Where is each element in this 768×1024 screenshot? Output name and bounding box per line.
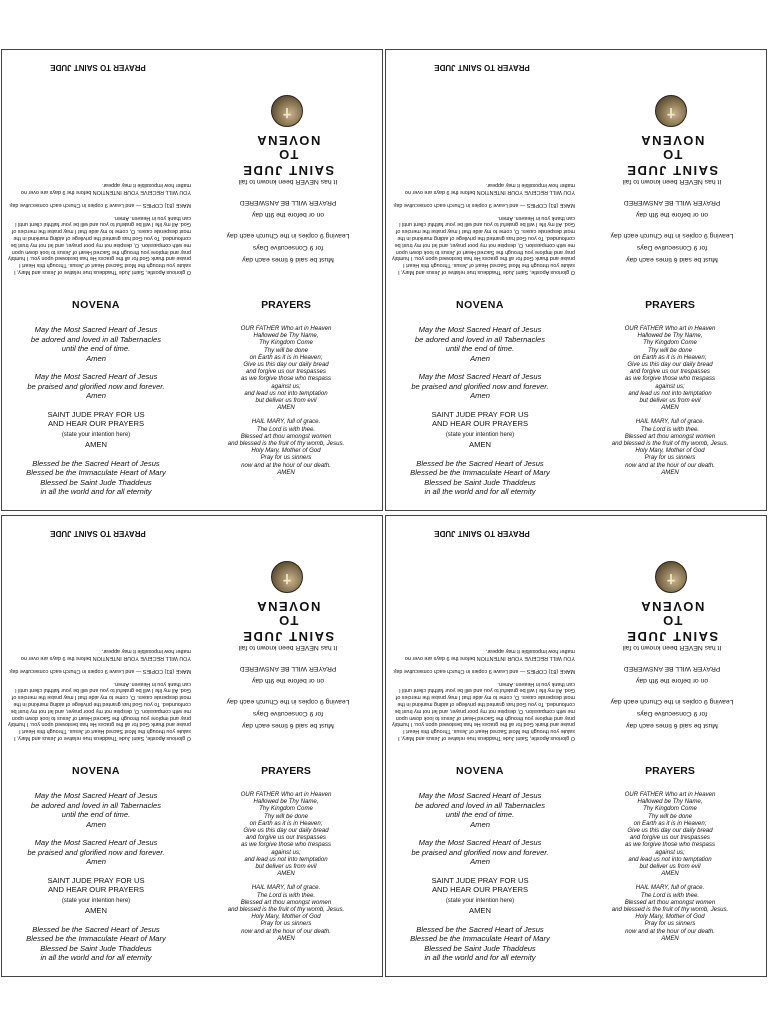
novena-line: Blessed be the Sacred Heart of Jesus xyxy=(32,924,160,934)
prayer-card xyxy=(385,515,767,977)
saint-jude-prayer-panel xyxy=(386,50,578,281)
instruction-line: on or before the 9th day xyxy=(635,211,709,218)
cover-panel xyxy=(578,516,766,747)
instruction-line: Leaving 9 copies in the Church each day xyxy=(226,698,350,705)
saint-jude-prayer-text xyxy=(389,175,575,275)
novena-text xyxy=(390,791,570,972)
novena-line: be adored and loved in all Tabernacles xyxy=(30,334,162,344)
prayer-line: AMEN xyxy=(277,404,295,412)
prayer-line: on Earth as it is in Heaven; xyxy=(633,353,707,361)
cover-instructions xyxy=(578,175,766,265)
card-back xyxy=(2,281,382,512)
cover-title-line: TO xyxy=(277,613,299,628)
prayers-panel xyxy=(574,281,766,512)
novena-line: (state your intention here) xyxy=(445,897,515,904)
cover-title-line: SAINT JUDE xyxy=(625,629,719,644)
cover-title-line: SAINT JUDE xyxy=(241,629,335,644)
cover-instructions xyxy=(194,641,382,731)
prayer-paragraph: YOU WILL RECEIVE YOUR INTENTION before the 9 days are over no matter how impossible it may appear. xyxy=(404,648,575,662)
novena-line: Blessed be Saint Jude Thaddeus xyxy=(40,943,152,953)
prayer-line: OUR FATHER Who art in Heaven xyxy=(624,325,716,332)
cover-title-line: NOVENA xyxy=(639,599,705,614)
prayer-line: AMEN xyxy=(661,468,679,476)
prayer-paragraph: O glorious Apostle, Saint Jude Thaddeus true relative of Jesus and Mary, I salute you through the Most Sacred Heart of Jesus. Through this Heart I praise and thank God for all the graces He has bestowed upon you. I humbly pray and implore you through the Sacred Heart of Jesus to look down upon me with compassion. O, despise not my poor prayer, and let not my trust be confounded. To you God has granted the privilege of aiding mankind in the most desperate cases. O, come to my aide that I may praise the mercies of God. All my life I will be grateful to you and will be your faithful client until I can thank you in Heaven. Amen. xyxy=(7,214,191,275)
prayer-line: and lead us not into temptation xyxy=(628,855,712,863)
cover-title-line: TO xyxy=(661,613,683,628)
prayers-title: PRAYERS xyxy=(645,765,695,777)
prayer-paragraph: MAKE (81) COPIES — and Leave 9 copies in Church each consecutive day. xyxy=(392,201,575,208)
card-back xyxy=(386,747,766,978)
novena-line: until the end of time. xyxy=(445,810,515,819)
cover-title-line: TO xyxy=(277,147,299,162)
saint-jude-medal-icon xyxy=(655,95,687,127)
prayer-paragraph: MAKE (81) COPIES — and Leave 9 copies in Church each consecutive day. xyxy=(8,201,191,208)
novena-line: until the end of time. xyxy=(61,344,131,353)
novena-line: (state your intention here) xyxy=(61,897,131,904)
novena-line: in all the world and for all eternity xyxy=(424,487,536,496)
novena-line: Blessed be Saint Jude Thaddeus xyxy=(424,477,536,487)
prayer-line: Blessed art thou amongst women xyxy=(624,432,716,440)
saint-jude-prayer-text xyxy=(389,641,575,741)
prayer-line: Thy Kingdom Come xyxy=(643,339,697,347)
novena-line: Blessed be Saint Jude Thaddeus xyxy=(40,477,152,487)
novena-line: AMEN xyxy=(469,440,491,449)
prayer-line: and blessed is the fruit of thy womb, Jesus. xyxy=(611,906,729,914)
novena-line: SAINT JUDE PRAY FOR US xyxy=(47,409,145,419)
prayer-line: Blessed art thou amongst women xyxy=(240,898,332,906)
novena-line: AND HEAR OUR PRAYERS xyxy=(431,419,529,428)
prayer-line: AMEN xyxy=(277,870,295,878)
saint-jude-prayer-title: PRAYER TO SAINT JUDE xyxy=(50,529,146,538)
prayer-line: Pray for us sinners xyxy=(260,920,312,928)
instruction-line: for 9 Consecutive Days xyxy=(252,710,324,717)
novena-line: Blessed be Saint Jude Thaddeus xyxy=(424,943,536,953)
prayer-line: Pray for us sinners xyxy=(644,454,696,462)
novena-title: NOVENA xyxy=(456,765,504,777)
instruction-line: on or before the 9th day xyxy=(251,211,325,218)
novena-line: in all the world and for all eternity xyxy=(40,487,152,496)
cover-title-line: NOVENA xyxy=(639,133,705,148)
instruction-line: It has NEVER been known to fail xyxy=(622,644,722,651)
instruction-line: Leaving 9 copies in the Church each day xyxy=(226,232,350,239)
prayer-paragraph: YOU WILL RECEIVE YOUR INTENTION before the 9 days are over no matter how impossible it may appear. xyxy=(20,182,191,196)
prayer-line: OUR FATHER Who art in Heaven xyxy=(240,791,332,798)
prayers-text xyxy=(192,325,380,483)
prayer-line: on Earth as it is in Heaven; xyxy=(633,819,707,827)
prayer-line: The Lord is with thee. xyxy=(256,425,316,433)
prayer-line: Holy Mary, Mother of God xyxy=(251,913,321,921)
cover-title-line: NOVENA xyxy=(255,599,321,614)
instruction-line: Must be said 6 times each day xyxy=(626,722,718,729)
novena-line: SAINT JUDE PRAY FOR US xyxy=(431,875,529,885)
prayer-line: Give us this day our daily bread xyxy=(627,361,713,369)
novena-line: until the end of time. xyxy=(61,810,131,819)
prayer-line: and blessed is the fruit of thy womb, Jesus. xyxy=(227,906,345,914)
prayer-line: Thy will be done xyxy=(263,812,309,820)
prayer-line: on Earth as it is in Heaven; xyxy=(249,353,323,361)
novena-line: Blessed be the Immaculate Heart of Mary xyxy=(26,934,166,943)
prayer-line: and blessed is the fruit of thy womb, Jesus. xyxy=(227,440,345,448)
novena-line: May the Most Sacred Heart of Jesus xyxy=(34,791,158,800)
prayer-line: AMEN xyxy=(661,934,679,942)
prayer-line: and lead us not into temptation xyxy=(628,389,712,397)
novena-line: Amen xyxy=(86,391,106,400)
prayer-line: now and at the hour of our death. xyxy=(241,461,331,469)
novena-line: SAINT JUDE PRAY FOR US xyxy=(47,875,145,885)
instruction-line: PRAYER WILL BE ANSWERED xyxy=(623,665,721,672)
prayer-paragraph: YOU WILL RECEIVE YOUR INTENTION before the 9 days are over no matter how impossible it may appear. xyxy=(404,182,575,196)
cover-panel xyxy=(194,50,382,281)
novena-line: Blessed be the Sacred Heart of Jesus xyxy=(32,458,160,468)
saint-jude-prayer-title: PRAYER TO SAINT JUDE xyxy=(434,63,530,72)
novena-line: in all the world and for all eternity xyxy=(424,953,536,962)
novena-line: Blessed be the Immaculate Heart of Mary xyxy=(26,468,166,477)
instruction-line: It has NEVER been known to fail xyxy=(238,178,338,185)
prayer-line: Thy will be done xyxy=(647,346,693,354)
instruction-line: PRAYER WILL BE ANSWERED xyxy=(239,665,337,672)
prayer-line: and lead us not into temptation xyxy=(244,855,328,863)
prayers-title: PRAYERS xyxy=(645,299,695,311)
novena-line: May the Most Sacred Heart of Jesus xyxy=(418,838,542,847)
saint-jude-medal-icon xyxy=(271,561,303,593)
saint-jude-medal-icon xyxy=(655,561,687,593)
prayer-line: HAIL MARY, full of grace. xyxy=(251,884,321,892)
saint-jude-prayer-text xyxy=(5,641,191,741)
instruction-line: for 9 Consecutive Days xyxy=(252,244,324,251)
instruction-line: It has NEVER been known to fail xyxy=(238,644,338,651)
prayer-line: Thy Kingdom Come xyxy=(259,805,313,813)
prayer-paragraph: YOU WILL RECEIVE YOUR INTENTION before the 9 days are over no matter how impossible it may appear. xyxy=(20,648,191,662)
novena-line: in all the world and for all eternity xyxy=(40,953,152,962)
prayer-line: Thy Kingdom Come xyxy=(259,339,313,347)
novena-line: (state your intention here) xyxy=(61,431,131,438)
prayer-line: as we forgive those who trespass xyxy=(240,375,332,383)
prayer-line: OUR FATHER Who art in Heaven xyxy=(624,791,716,798)
prayer-line: AMEN xyxy=(661,870,679,878)
prayer-paragraph: O glorious Apostle, Saint Jude Thaddeus true relative of Jesus and Mary, I salute you through the Most Sacred Heart of Jesus. Through this Heart I praise and thank God for all the graces He has bestowed upon you. I humbly pray and implore you through the Sacred Heart of Jesus to look down upon me with compassion. O, despise not my poor prayer, and let not my trust be confounded. To you God has granted the privilege of aiding mankind in the most desperate cases. O, come to my aide that I may praise the mercies of God. All my life I will be grateful to you and will be your faithful client until I can thank you in Heaven. Amen. xyxy=(7,680,191,741)
prayer-line: Thy will be done xyxy=(647,812,693,820)
novena-text xyxy=(6,791,186,972)
instruction-line: Must be said 6 times each day xyxy=(242,256,334,263)
novena-line: Amen xyxy=(470,353,490,363)
prayer-paragraph: MAKE (81) COPIES — and Leave 9 copies in Church each consecutive day. xyxy=(392,667,575,674)
saint-jude-prayer-text xyxy=(5,175,191,275)
prayer-line: The Lord is with thee. xyxy=(256,891,316,899)
novena-line: Blessed be the Immaculate Heart of Mary xyxy=(410,934,550,943)
novena-line: SAINT JUDE PRAY FOR US xyxy=(431,409,529,419)
novena-line: be adored and loved in all Tabernacles xyxy=(414,334,546,344)
novena-line: AMEN xyxy=(469,906,491,915)
prayer-line: as we forgive those who trespass xyxy=(624,375,716,383)
prayer-line: AMEN xyxy=(277,468,295,476)
prayer-line: HAIL MARY, full of grace. xyxy=(635,884,705,892)
card-front-upside-down xyxy=(2,516,382,747)
prayer-card xyxy=(1,515,383,977)
prayer-line: against us; xyxy=(271,382,301,390)
prayer-line: HAIL MARY, full of grace. xyxy=(635,418,705,426)
novena-line: be praised and glorified now and forever. xyxy=(411,847,549,857)
novena-panel xyxy=(386,747,574,978)
prayer-line: Blessed art thou amongst women xyxy=(240,432,332,440)
novena-line: Amen xyxy=(86,857,106,866)
prayer-line: now and at the hour of our death. xyxy=(625,927,715,935)
novena-line: AND HEAR OUR PRAYERS xyxy=(47,885,145,894)
cover-title-line: TO xyxy=(661,147,683,162)
prayer-line: Thy will be done xyxy=(263,346,309,354)
instruction-line: Must be said 6 times each day xyxy=(626,256,718,263)
cover-panel xyxy=(194,516,382,747)
prayer-paragraph: MAKE (81) COPIES — and Leave 9 copies in Church each consecutive day. xyxy=(8,667,191,674)
prayer-line: against us; xyxy=(271,848,301,856)
cover-instructions xyxy=(578,641,766,731)
novena-title: NOVENA xyxy=(72,299,120,311)
card-front-upside-down xyxy=(2,50,382,281)
prayer-line: The Lord is with thee. xyxy=(640,425,700,433)
prayer-line: Hallowed be Thy Name, xyxy=(253,798,319,806)
novena-line: Amen xyxy=(86,819,106,829)
prayer-line: AMEN xyxy=(277,934,295,942)
card-back xyxy=(386,281,766,512)
prayer-line: Holy Mary, Mother of God xyxy=(251,447,321,455)
novena-line: May the Most Sacred Heart of Jesus xyxy=(34,325,158,334)
instruction-line: for 9 Consecutive Days xyxy=(636,244,708,251)
prayer-line: Hallowed be Thy Name, xyxy=(637,798,703,806)
novena-line: until the end of time. xyxy=(445,344,515,353)
novena-line: AND HEAR OUR PRAYERS xyxy=(431,885,529,894)
prayers-panel xyxy=(190,281,382,512)
instruction-line: PRAYER WILL BE ANSWERED xyxy=(623,199,721,206)
cover-panel xyxy=(578,50,766,281)
novena-line: May the Most Sacred Heart of Jesus xyxy=(418,372,542,381)
prayers-title: PRAYERS xyxy=(261,299,311,311)
novena-line: Amen xyxy=(470,857,490,866)
cover-instructions xyxy=(194,175,382,265)
prayers-panel xyxy=(574,747,766,978)
saint-jude-prayer-title: PRAYER TO SAINT JUDE xyxy=(50,63,146,72)
prayer-line: The Lord is with thee. xyxy=(640,891,700,899)
prayers-panel xyxy=(190,747,382,978)
novena-line: be praised and glorified now and forever. xyxy=(27,847,165,857)
novena-panel xyxy=(386,281,574,512)
prayer-card xyxy=(1,49,383,511)
prayer-line: against us; xyxy=(655,848,685,856)
novena-line: Blessed be the Sacred Heart of Jesus xyxy=(416,924,544,934)
card-front-upside-down xyxy=(386,516,766,747)
novena-line: AMEN xyxy=(85,440,107,449)
prayers-text xyxy=(576,791,764,949)
prayer-line: Give us this day our daily bread xyxy=(627,827,713,835)
novena-line: May the Most Sacred Heart of Jesus xyxy=(34,838,158,847)
prayer-line: OUR FATHER Who art in Heaven xyxy=(240,325,332,332)
instruction-line: Leaving 9 copies in the Church each day xyxy=(610,698,734,705)
saint-jude-prayer-title: PRAYER TO SAINT JUDE xyxy=(434,529,530,538)
prayer-line: and forgive us our trespasses xyxy=(630,834,710,842)
prayer-line: HAIL MARY, full of grace. xyxy=(251,418,321,426)
instruction-line: Must be said 6 times each day xyxy=(242,722,334,729)
instruction-line: Leaving 9 copies in the Church each day xyxy=(610,232,734,239)
instruction-line: It has NEVER been known to fail xyxy=(622,178,722,185)
prayer-line: and forgive us our trespasses xyxy=(246,368,326,376)
prayer-paragraph: O glorious Apostle, Saint Jude Thaddeus true relative of Jesus and Mary, I salute you through the Most Sacred Heart of Jesus. Through this Heart I praise and thank God for all the graces He has bestowed upon you. I humbly pray and implore you through the Sacred Heart of Jesus to look down upon me with compassion. O, despise not my poor prayer, and let not my trust be confounded. To you God has granted the privilege of aiding mankind in the most desperate cases. O, come to my aide that I may praise the mercies of God. All my life I will be grateful to you and will be your faithful client until I can thank you in Heaven. Amen. xyxy=(391,680,575,741)
prayer-line: as we forgive those who trespass xyxy=(624,841,716,849)
instruction-line: for 9 Consecutive Days xyxy=(636,710,708,717)
novena-line: be adored and loved in all Tabernacles xyxy=(30,800,162,810)
prayer-line: Pray for us sinners xyxy=(260,454,312,462)
instruction-line: PRAYER WILL BE ANSWERED xyxy=(239,199,337,206)
novena-line: Blessed be the Immaculate Heart of Mary xyxy=(410,468,550,477)
novena-title: NOVENA xyxy=(72,765,120,777)
novena-title: NOVENA xyxy=(456,299,504,311)
prayers-text xyxy=(576,325,764,483)
novena-line: be praised and glorified now and forever. xyxy=(411,381,549,391)
prayer-line: and forgive us our trespasses xyxy=(246,834,326,842)
prayer-line: but deliver us from evil xyxy=(639,863,701,871)
prayer-line: Hallowed be Thy Name, xyxy=(637,332,703,340)
novena-panel xyxy=(2,747,190,978)
novena-line: be praised and glorified now and forever. xyxy=(27,381,165,391)
novena-line: Blessed be the Sacred Heart of Jesus xyxy=(416,458,544,468)
prayer-line: Blessed art thou amongst women xyxy=(624,898,716,906)
card-back xyxy=(2,747,382,978)
novena-line: be adored and loved in all Tabernacles xyxy=(414,800,546,810)
prayer-line: against us; xyxy=(655,382,685,390)
prayer-line: Give us this day our daily bread xyxy=(243,361,329,369)
saint-jude-medal-icon xyxy=(271,95,303,127)
instruction-line: on or before the 9th day xyxy=(251,677,325,684)
prayer-line: Holy Mary, Mother of God xyxy=(635,447,705,455)
prayer-line: Give us this day our daily bread xyxy=(243,827,329,835)
prayer-line: now and at the hour of our death. xyxy=(241,927,331,935)
prayer-line: Hallowed be Thy Name, xyxy=(253,332,319,340)
card-front-upside-down xyxy=(386,50,766,281)
novena-line: Amen xyxy=(86,353,106,363)
cover-title-line: SAINT JUDE xyxy=(241,163,335,178)
novena-text xyxy=(6,325,186,506)
novena-panel xyxy=(2,281,190,512)
cover-title-line: NOVENA xyxy=(255,133,321,148)
prayer-line: and lead us not into temptation xyxy=(244,389,328,397)
prayer-card xyxy=(385,49,767,511)
prayer-line: on Earth as it is in Heaven; xyxy=(249,819,323,827)
prayer-line: Pray for us sinners xyxy=(644,920,696,928)
cover-title-line: SAINT JUDE xyxy=(625,163,719,178)
novena-line: AMEN xyxy=(85,906,107,915)
prayer-line: and blessed is the fruit of thy womb, Jesus. xyxy=(611,440,729,448)
prayer-paragraph: O glorious Apostle, Saint Jude Thaddeus true relative of Jesus and Mary, I salute you through the Most Sacred Heart of Jesus. Through this Heart I praise and thank God for all the graces He has bestowed upon you. I humbly pray and implore you through the Sacred Heart of Jesus to look down upon me with compassion. O, despise not my poor prayer, and let not my trust be confounded. To you God has granted the privilege of aiding mankind in the most desperate cases. O, come to my aide that I may praise the mercies of God. All my life I will be grateful to you and will be your faithful client until I can thank you in Heaven. Amen. xyxy=(391,214,575,275)
prayer-line: but deliver us from evil xyxy=(255,863,317,871)
prayer-line: as we forgive those who trespass xyxy=(240,841,332,849)
novena-line: May the Most Sacred Heart of Jesus xyxy=(418,791,542,800)
novena-line: AND HEAR OUR PRAYERS xyxy=(47,419,145,428)
prayer-line: and forgive us our trespasses xyxy=(630,368,710,376)
novena-text xyxy=(390,325,570,506)
saint-jude-prayer-panel xyxy=(386,516,578,747)
novena-line: Amen xyxy=(470,391,490,400)
prayer-line: now and at the hour of our death. xyxy=(625,461,715,469)
prayer-line: AMEN xyxy=(661,404,679,412)
prayers-text xyxy=(192,791,380,949)
saint-jude-prayer-panel xyxy=(2,50,194,281)
instruction-line: on or before the 9th day xyxy=(635,677,709,684)
novena-line: (state your intention here) xyxy=(445,431,515,438)
prayer-line: but deliver us from evil xyxy=(255,397,317,405)
novena-line: May the Most Sacred Heart of Jesus xyxy=(418,325,542,334)
novena-line: Amen xyxy=(470,819,490,829)
prayer-line: Holy Mary, Mother of God xyxy=(635,913,705,921)
saint-jude-prayer-panel xyxy=(2,516,194,747)
prayer-line: Thy Kingdom Come xyxy=(643,805,697,813)
prayer-line: but deliver us from evil xyxy=(639,397,701,405)
prayers-title: PRAYERS xyxy=(261,765,311,777)
novena-line: May the Most Sacred Heart of Jesus xyxy=(34,372,158,381)
